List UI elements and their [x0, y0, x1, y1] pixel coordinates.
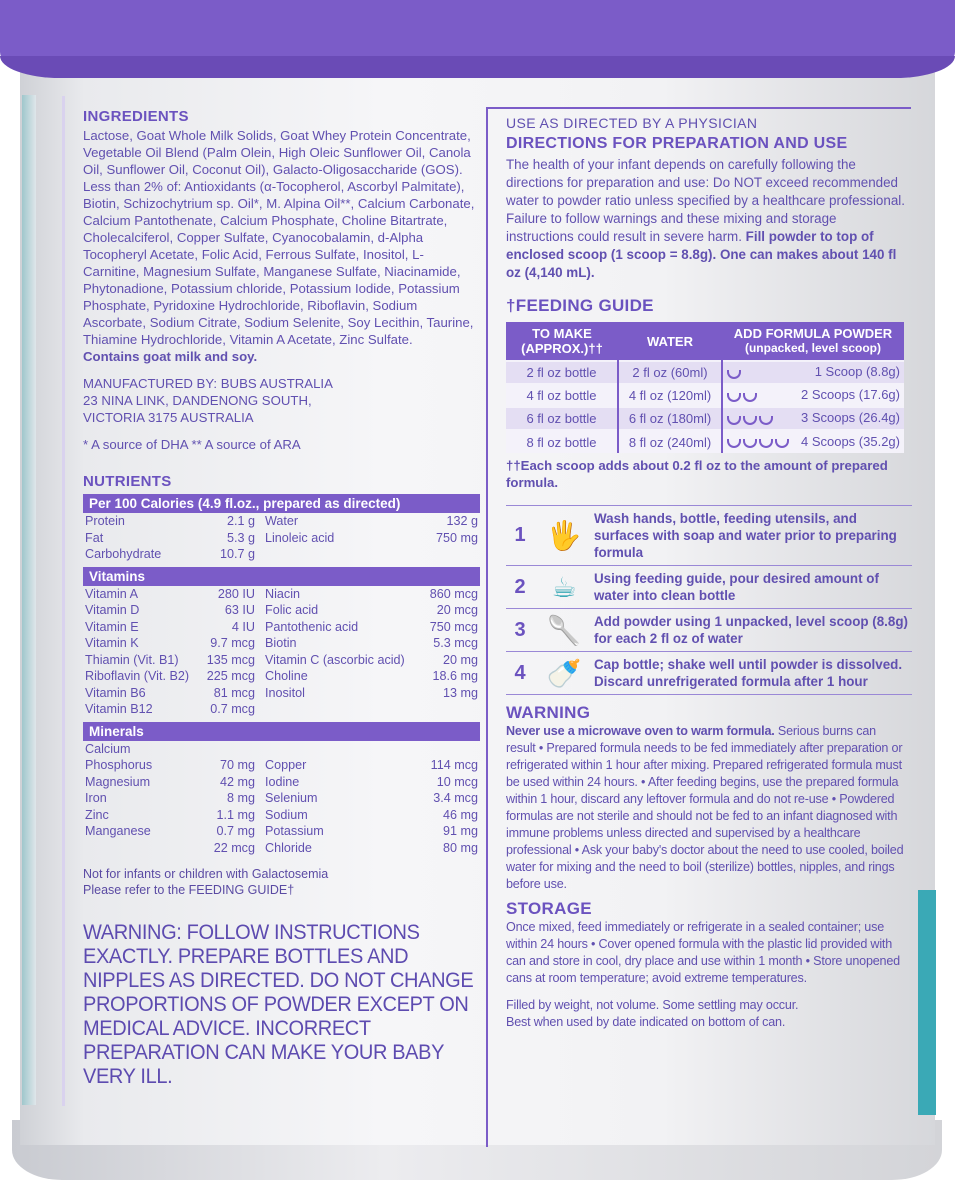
scoop-powder-icon: 🥄	[546, 614, 582, 646]
nutrient-value: 8 mg	[227, 791, 255, 805]
powder-amount	[722, 430, 904, 453]
nutrient-value: 9.7 mcg	[210, 636, 255, 650]
water-amount: 2 fl oz (60ml)	[618, 361, 722, 384]
preparation-steps	[506, 505, 912, 695]
nutrient-row	[83, 774, 480, 791]
nutrient-name: Pantothenic acid	[265, 619, 359, 634]
nutrient-value: 280 IU	[217, 586, 255, 601]
fill-instruction: Fill powder to top of enclosed scoop (1 scoop = 8.8g).	[506, 229, 874, 262]
step-text: Wash hands, bottle, feeding utensils, and surfaces with soap and water prior to preparing formula	[594, 511, 897, 560]
nutrient-row	[83, 635, 480, 652]
step-text: Cap bottle; shake well until powder is dissolved. Discard unrefrigerated formula after 1 hour	[594, 657, 903, 689]
nutrient-name: Zinc	[85, 807, 109, 822]
nutrient-value: 80 mg	[442, 840, 478, 855]
right-teal-stripe	[918, 890, 936, 1115]
scoop-amount: 2 Scoops (17.6g)	[800, 387, 900, 403]
directions-body: The health of your infant depends on carefully following the directions for preparation and use: Do NOT exceed recommended water to powder ratio unless specified by a healthcare professional. Failure to follow warnings and these mixing and storage instructions could result in severe harm.	[506, 157, 905, 244]
step-2	[506, 566, 912, 609]
col-header-to-make: TO MAKE (APPROX.)††	[506, 322, 618, 361]
nutrient-name: Calcium	[85, 741, 131, 756]
nutrient-row	[83, 823, 480, 840]
step-number: 3	[514, 618, 526, 641]
nutrient-name: Carbohydrate	[85, 547, 162, 561]
fill-weight-note	[506, 997, 906, 1031]
warning-title: WARNING	[506, 703, 591, 722]
nutrient-name: Water	[265, 514, 299, 528]
feeding-guide-row	[506, 430, 904, 453]
scoop-icon	[727, 393, 741, 402]
powder-header-sub: (unpacked, level scoop)	[744, 341, 882, 355]
feeding-guide-row	[506, 384, 904, 407]
nutrient-value: 63 IU	[224, 603, 255, 617]
nutrient-value	[382, 741, 480, 758]
nutrient-value: 2.1 g	[226, 514, 255, 528]
warning-body: Serious burns can result • Prepared formula needs to be fed immediately after preparation or refrigerated within 1 hour after mixing. Prepared refrigerated formula must be used within 24 hours. • After feeding begins, use the prepared formula within 1 hour, discard any leftover formula and do not re-use • Powdered formulas are not sterile and should not be fed to an infant diagnosed with immune problems unless directed and supervised by a healthcare professional • Ask your baby's doctor about the need to use cooled, boiled water for mixing and the need to boil (sterilize) bottles, nipples, and rings before use.	[506, 724, 904, 891]
nutrient-value: 10.7 g	[219, 547, 255, 561]
nutrient-row	[83, 668, 480, 685]
nutrient-name: Riboflavin (Vit. B2)	[85, 669, 190, 683]
feeding-guide-row	[506, 361, 904, 384]
scoop-volume-note: ††Each scoop adds about 0.2 fl oz to the amount of prepared formula.	[506, 458, 888, 490]
bottle-size: 8 fl oz bottle	[506, 430, 618, 453]
left-column	[83, 108, 480, 1088]
water-amount: 4 fl oz (120ml)	[618, 384, 722, 407]
step-text: Add powder using 1 unpacked, level scoop (8.8g) for each 2 fl oz of water	[594, 614, 908, 646]
nutrient-name: Folic acid	[265, 603, 319, 617]
powder-header-main: ADD FORMULA POWDER	[733, 326, 893, 341]
nutrient-name: Manganese	[85, 824, 151, 838]
nutrient-row	[83, 741, 480, 758]
right-column	[486, 107, 911, 1147]
water-amount: 6 fl oz (180ml)	[618, 407, 722, 430]
feeding-guide-table	[506, 322, 904, 453]
nutrient-row	[83, 701, 480, 718]
nutrient-name: Vitamin A	[85, 586, 138, 601]
physician-notice: USE AS DIRECTED BY A PHYSICIAN	[506, 115, 758, 131]
step-number: 2	[514, 575, 526, 598]
nutrient-value	[396, 546, 480, 563]
water-amount: 8 fl oz (240ml)	[618, 430, 722, 453]
nutrient-value: 42 mg	[219, 774, 255, 789]
nutrient-name: Sodium	[265, 807, 308, 822]
manufacturer-line: 23 NINA LINK, DANDENONG SOUTH,	[83, 393, 312, 408]
scoop-amount: 1 Scoop (8.8g)	[814, 364, 900, 380]
nutrient-name	[263, 546, 396, 563]
powder-amount	[722, 407, 904, 430]
minerals-header: Minerals	[83, 722, 480, 741]
nutrient-name: Inositol	[265, 685, 305, 700]
nutrient-name: Protein	[85, 514, 125, 528]
nutrient-name: Fat	[85, 530, 104, 545]
nutrient-name: Selenium	[265, 791, 318, 805]
manufacturer-line: MANUFACTURED BY: BUBS AUSTRALIA	[83, 376, 333, 391]
nutrient-value: 860 mcg	[429, 586, 478, 601]
storage-text: Once mixed, feed immediately or refrigerate in a sealed container; use within 24 hours • Cover opened formula with the plastic lid provided with can and store in cool, dry place and use within 1 month • Store unopened cans at room temperature; avoid extreme temperatures.	[506, 920, 900, 985]
best-when-note: Best when used by date indicated on bottom of can.	[506, 1015, 786, 1029]
nutrient-value: 750 mg	[435, 530, 478, 545]
scoop-icons	[727, 412, 775, 427]
nutrient-value: 81 mcg	[213, 685, 255, 700]
nutrient-name: Chloride	[265, 840, 312, 855]
nutrient-value: 20 mcg	[436, 603, 478, 617]
scoop-icon	[743, 439, 757, 448]
nutrient-value: 0.7 mcg	[210, 702, 255, 716]
nutrient-value: 132 g	[446, 514, 478, 528]
col-header-powder	[722, 322, 904, 361]
kettle-icon: ☕	[551, 571, 577, 603]
nutrient-value: 114 mcg	[430, 758, 478, 772]
nutrient-value: 70 mg	[219, 758, 255, 772]
scoop-icon	[743, 393, 757, 402]
nutrient-name: Vitamin D	[85, 603, 140, 617]
step-text: Using feeding guide, pour desired amount of water into clean bottle	[594, 571, 879, 603]
nutrient-row	[83, 586, 480, 603]
nutrient-value: 20 mg	[442, 652, 478, 667]
allergen-statement: Contains goat milk and soy.	[83, 349, 258, 364]
nutrient-row	[83, 546, 480, 563]
scoop-icon	[759, 416, 773, 425]
scoop-icon	[775, 439, 789, 448]
bottle-size: 2 fl oz bottle	[506, 361, 618, 384]
scoop-icons	[727, 366, 743, 381]
nutrient-value	[201, 741, 263, 758]
source-footnote: * A source of DHA ** A source of ARA	[83, 437, 301, 452]
scoop-icon	[759, 439, 773, 448]
left-divider	[62, 96, 65, 1106]
vitamins-header: Vitamins	[83, 567, 480, 586]
storage-title: STORAGE	[506, 899, 592, 918]
col-header-water: WATER	[618, 322, 722, 361]
nutrient-row	[83, 840, 480, 857]
warning-text	[506, 723, 906, 893]
ingredients-text: Lactose, Goat Whole Milk Solids, Goat Whey Protein Concentrate, Vegetable Oil Blend (Palm Olein, High Oleic Sunflower Oil, Canola Oil, Sunflower Oil, Coconut Oil), Galacto-Oligosaccharide (GOS). Less than 2% of: Antioxidants (α-Tocopherol, Ascorbyl Palmitate), Biotin, Schizochytrium sp. Oil*, M. Alpina Oil**, Calcium Carbonate, Calcium Pantothenate, Calcium Phosphate, Choline Bitartrate, Cholecalciferol, Copper Sulfate, Cyanocobalamin, d-Alpha Tocopheryl Acetate, Folic Acid, Ferrous Sulfate, Inositol, L-Carnitine, Magnesium Sulfate, Manganese Sulfate, Niacinamide, Phytonadione, Potassium chloride, Potassium Iodide, Potassium Phosphate, Pyridoxine Hydrochloride, Riboflavin, Sodium Ascorbate, Sodium Citrate, Sodium Selenite, Soy Lecithin, Taurine, Thiamine Hydrochloride, Vitamin A Acetate, Zinc Sulfate.	[83, 128, 475, 347]
note-line: Not for infants or children with Galactosemia	[83, 867, 329, 881]
scoop-icon	[743, 416, 757, 425]
directions-title: DIRECTIONS FOR PREPARATION AND USE	[506, 135, 848, 152]
nutrient-value: 91 mg	[442, 824, 478, 838]
nutrient-row	[83, 807, 480, 824]
nutrient-value: 225 mcg	[206, 669, 255, 683]
nutrient-name: Iron	[85, 791, 107, 805]
nutrients-title: NUTRIENTS	[83, 473, 172, 490]
directions-text	[506, 156, 906, 282]
step-number: 1	[514, 524, 526, 546]
nutrient-name: Vitamin B12	[85, 702, 153, 716]
step-number: 4	[514, 661, 526, 684]
bottle-size: 6 fl oz bottle	[506, 407, 618, 430]
nutrient-name: Phosphorus	[85, 758, 153, 772]
ingredients-title: INGREDIENTS	[83, 108, 189, 125]
nutrient-name: Vitamin K	[85, 636, 139, 650]
nutrient-name: Biotin	[265, 636, 297, 650]
left-edge-stripe	[22, 95, 36, 1105]
nutrient-name: Thiamin (Vit. B1)	[85, 652, 179, 667]
nutrient-name	[83, 840, 201, 857]
nutrient-value: 0.7 mg	[216, 824, 255, 838]
nutrient-row	[83, 685, 480, 702]
nutrient-value: 10 mcg	[436, 774, 478, 789]
powder-amount	[722, 384, 904, 407]
nutrient-name: Niacin	[265, 586, 300, 601]
nutrient-name: Linoleic acid	[265, 530, 335, 545]
settling-note: Filled by weight, not volume. Some settling may occur.	[506, 998, 799, 1012]
lid-edge	[0, 56, 955, 78]
nutrient-value: 18.6 mg	[432, 669, 478, 683]
nutrient-row	[83, 790, 480, 807]
follow-instructions-warning: WARNING: FOLLOW INSTRUCTIONS EXACTLY. PREPARE BOTTLES AND NIPPLES AS DIRECTED. DO NOT CHANGE PROPORTIONS OF POWDER EXCEPT ON MEDICAL ADVICE. INCORRECT PREPARATION CAN MAKE YOUR BABY VERY ILL.	[83, 920, 474, 1088]
nutrient-value: 46 mg	[442, 807, 478, 822]
nutrient-row	[83, 513, 480, 530]
nutrient-name: Choline	[265, 669, 308, 683]
nutrient-value: 750 mcg	[429, 619, 478, 634]
manufacturer-info	[83, 375, 480, 426]
nutrient-row	[83, 619, 480, 636]
scoop-icon	[727, 370, 741, 379]
nutrient-row	[83, 757, 480, 774]
basic-nutrients-table	[83, 513, 480, 563]
nutrient-value: 13 mg	[442, 685, 478, 700]
step-3	[506, 609, 912, 652]
hand-washing-icon: 🖐	[546, 520, 582, 551]
nutrient-value: 5.3 mcg	[433, 636, 478, 650]
nutrient-value: 135 mcg	[206, 652, 255, 667]
step-4	[506, 652, 912, 695]
galactosemia-notes	[83, 866, 480, 898]
step-1	[506, 506, 912, 566]
per-serving-header: Per 100 Calories (4.9 fl.oz., prepared as directed)	[83, 494, 480, 513]
nutrient-name	[263, 741, 382, 758]
nutrient-row	[83, 652, 480, 669]
feeding-guide-title: †FEEDING GUIDE	[506, 296, 654, 315]
nutrient-row	[83, 602, 480, 619]
nutrient-name: Vitamin B6	[85, 685, 146, 700]
nutrient-name: Copper	[265, 758, 307, 772]
nutrient-value: 5.3 g	[226, 530, 255, 545]
nutrient-row	[83, 530, 480, 547]
can-yield: One can makes about 140 fl oz (4,140 mL).	[506, 247, 897, 280]
manufacturer-line: VICTORIA 3175 AUSTRALIA	[83, 410, 254, 425]
nutrient-value	[422, 701, 480, 718]
scoop-icon	[727, 439, 741, 448]
minerals-table	[83, 741, 480, 857]
vitamins-table	[83, 586, 480, 718]
scoop-icon	[727, 416, 741, 425]
nutrient-value: 22 mcg	[213, 840, 255, 855]
nutrient-name	[263, 701, 422, 718]
powder-amount	[722, 361, 904, 384]
nutrient-value: 1.1 mg	[216, 807, 255, 822]
scoop-icons	[727, 389, 759, 404]
nutrient-value: 4 IU	[231, 619, 255, 634]
note-line: Please refer to the FEEDING GUIDE†	[83, 883, 295, 897]
nutrient-value: 3.4 mcg	[433, 791, 478, 805]
nutrient-name: Iodine	[265, 774, 300, 789]
bottle-size: 4 fl oz bottle	[506, 384, 618, 407]
bottle-shake-icon: 🍼	[546, 657, 582, 689]
feeding-guide-row	[506, 407, 904, 430]
nutrient-name: Vitamin C (ascorbic acid)	[265, 652, 405, 667]
nutrient-name: Vitamin E	[85, 619, 139, 634]
scoop-icons	[727, 435, 791, 450]
scoop-amount: 4 Scoops (35.2g)	[800, 433, 900, 449]
microwave-warning: Never use a microwave oven to warm formula.	[506, 724, 775, 738]
nutrient-name: Potassium	[265, 824, 324, 838]
scoop-amount: 3 Scoops (26.4g)	[800, 410, 900, 426]
nutrient-name: Magnesium	[85, 774, 151, 789]
